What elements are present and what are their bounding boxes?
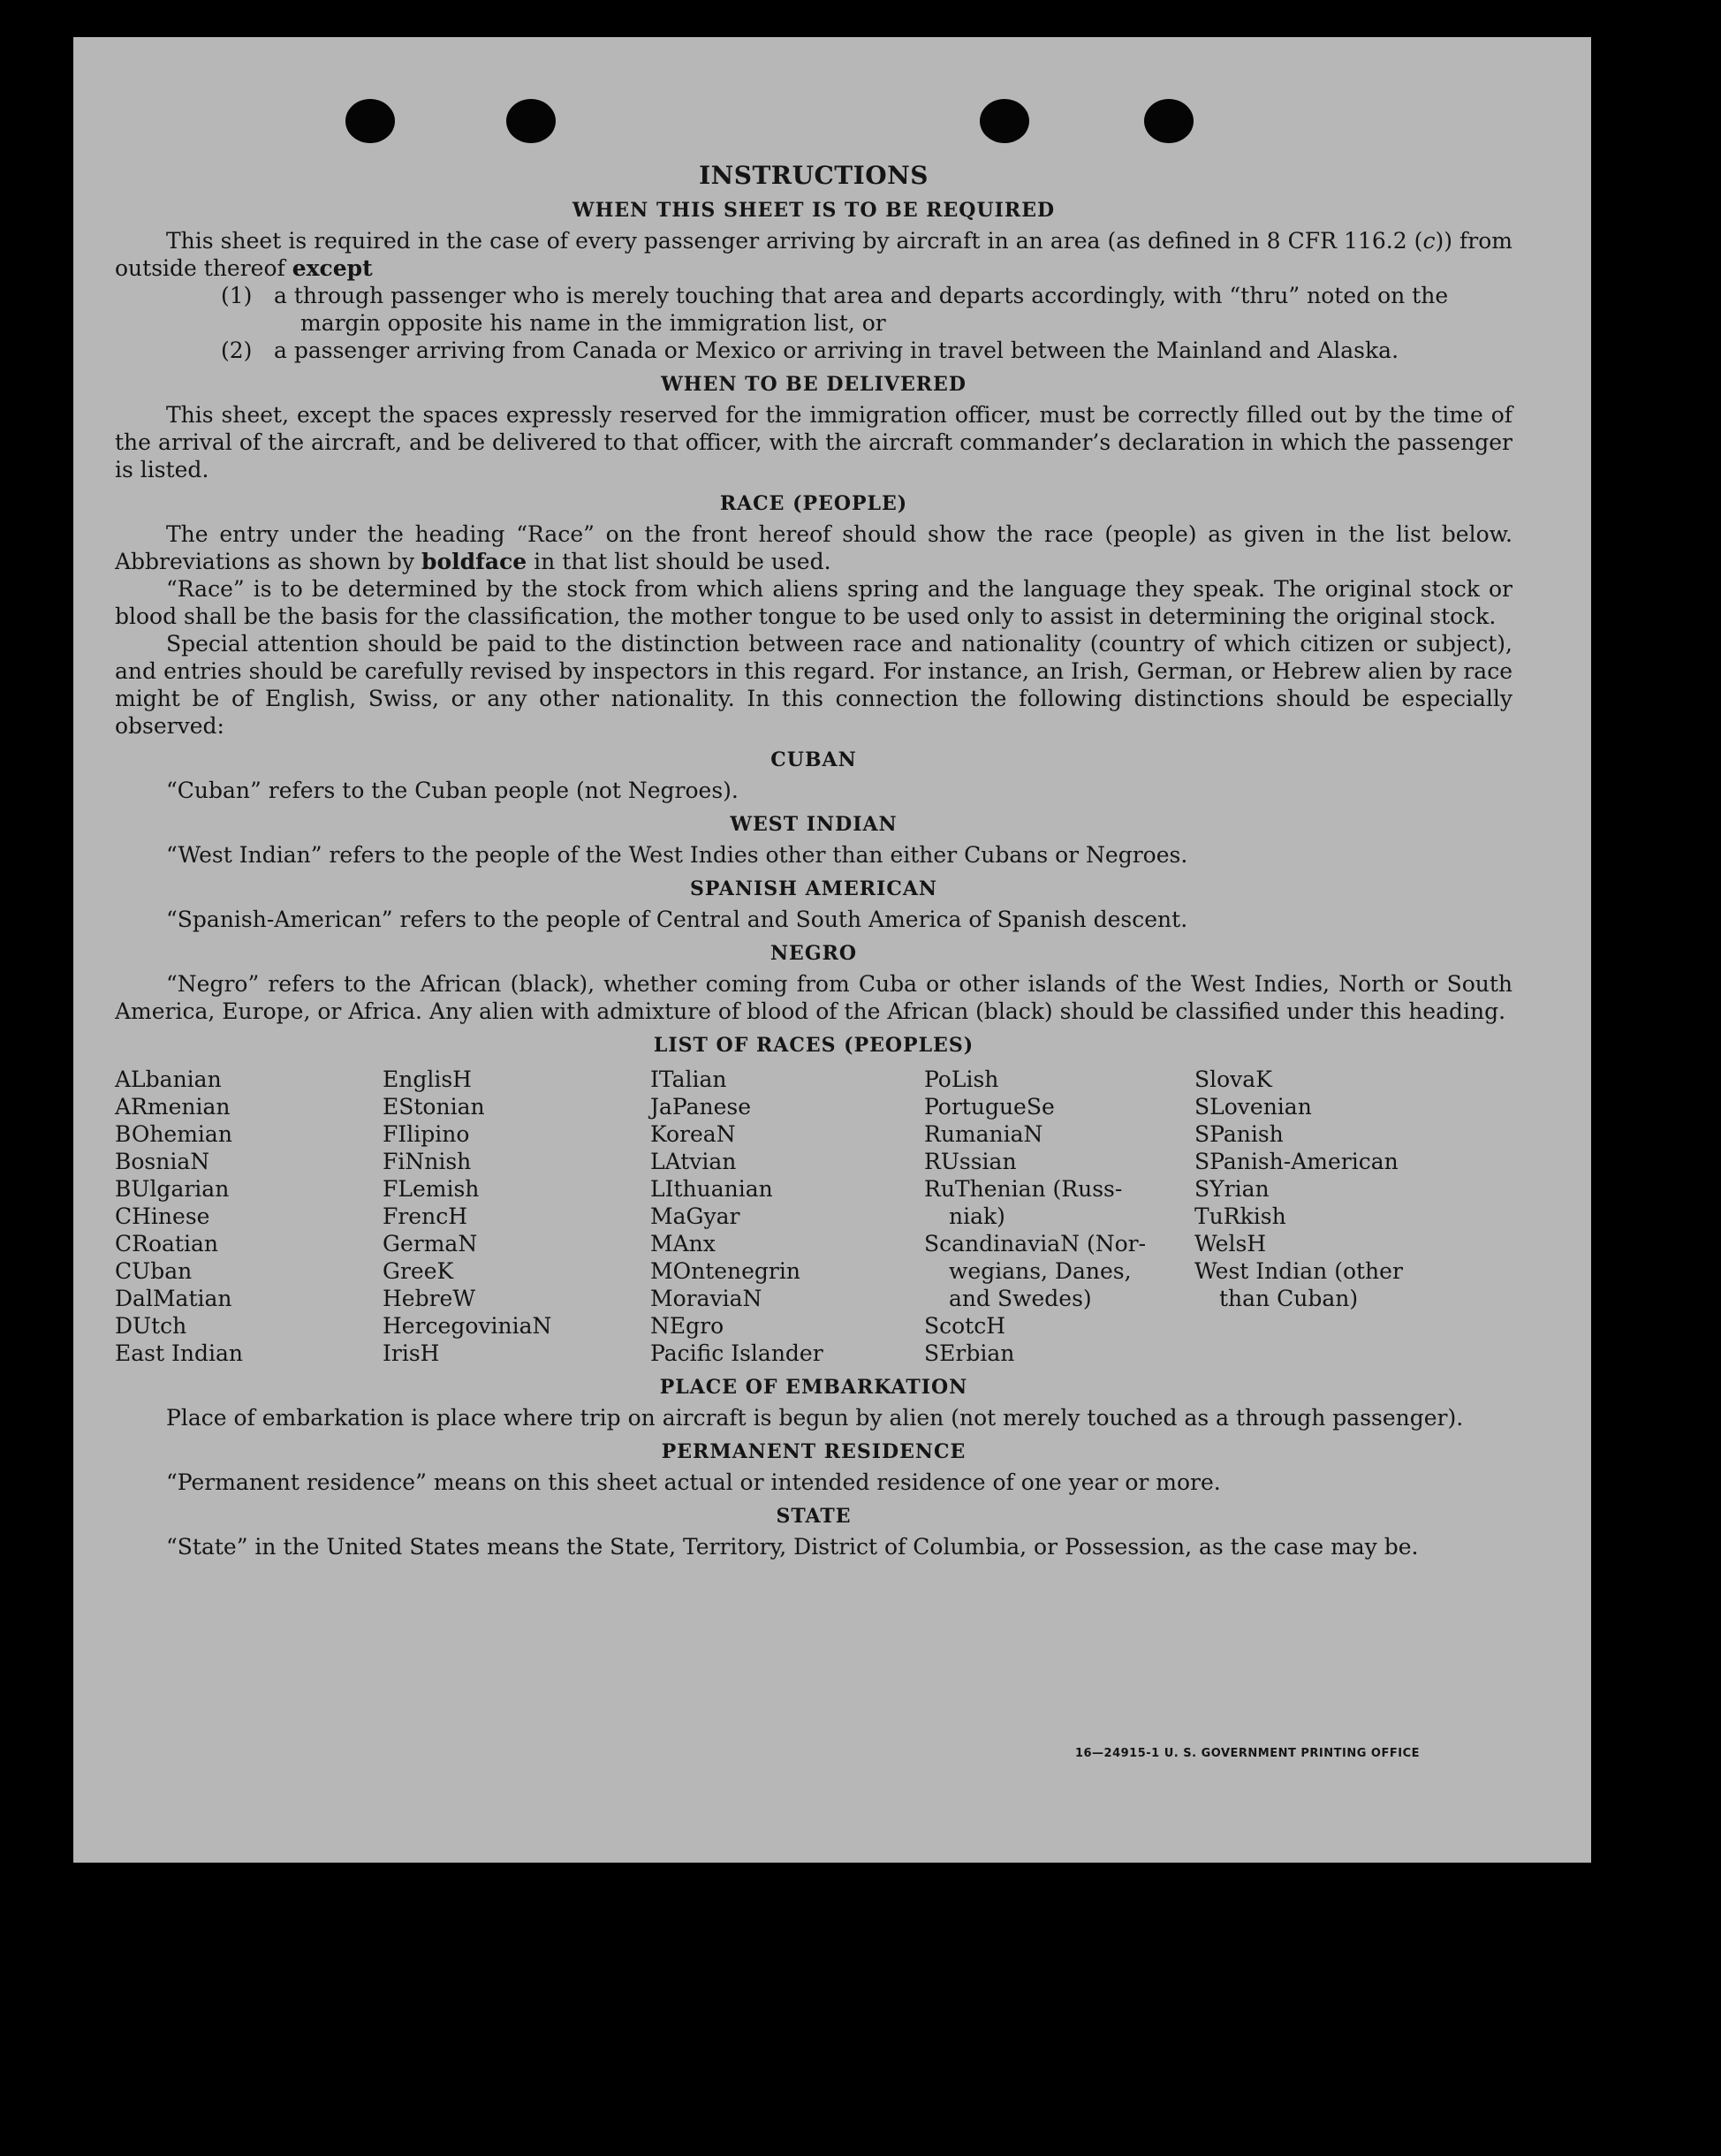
race-entry: NEgro bbox=[650, 1313, 724, 1339]
races-column-4 bbox=[924, 1066, 1194, 1367]
race-entry: West Indian (other bbox=[1194, 1258, 1403, 1284]
race-entry: ITalian bbox=[650, 1067, 727, 1092]
race-entry: ScandinaviaN (Nor- bbox=[924, 1231, 1147, 1256]
embarkation-text: Place of embarkation is place where trip on aircraft is begun by alien (not merely touched as a through passenger). bbox=[166, 1405, 1464, 1431]
exception-item-1: (1) a through passenger who is merely touching that area and departs accordingly, with “thru” noted on the margin opposite his name in the immigration list, or bbox=[221, 283, 1449, 336]
race-entry: ALbanian bbox=[115, 1067, 222, 1092]
race-entry: RuThenian (Russ- bbox=[924, 1176, 1123, 1202]
state-text: “State” in the United States means the State, Territory, District of Columbia, or Possession, as the case may be. bbox=[166, 1534, 1419, 1560]
race-entry: ScotcH bbox=[924, 1313, 1006, 1339]
race-entry: CUban bbox=[115, 1258, 193, 1284]
race-entry: RUssian bbox=[924, 1149, 1017, 1174]
race-entry: wegians, Danes, bbox=[949, 1258, 1132, 1284]
race-entry: LIthuanian bbox=[650, 1176, 773, 1202]
race-paragraph-3: Special attention should be paid to the distinction between race and nationality (country of which citizen or subject), and entries should be carefully revised by inspectors in this regard. For instance, an Irish, German, or Hebrew alien by race might be of English, Swiss, or any other nationality. In this connection the following distinctions should be especially observed: bbox=[115, 631, 1513, 739]
race-entry: FrencH bbox=[383, 1203, 467, 1229]
page-title: INSTRUCTIONS bbox=[699, 161, 929, 190]
race-entry: HebreW bbox=[383, 1286, 476, 1311]
race-entry: FIlipino bbox=[383, 1121, 470, 1147]
race-entry: SErbian bbox=[924, 1340, 1015, 1366]
race-entry: DUtch bbox=[115, 1313, 187, 1339]
section-heading-delivered: WHEN TO BE DELIVERED bbox=[661, 373, 967, 396]
instruction-sheet bbox=[73, 37, 1591, 1863]
race-entry: EnglisH bbox=[383, 1067, 472, 1092]
cuban-text: “Cuban” refers to the Cuban people (not Negroes). bbox=[166, 778, 739, 803]
race-entry: TuRkish bbox=[1194, 1203, 1286, 1229]
race-entry: WelsH bbox=[1194, 1231, 1267, 1256]
race-entry: SYrian bbox=[1194, 1176, 1270, 1202]
races-column-2 bbox=[383, 1066, 650, 1367]
race-entry: GermaN bbox=[383, 1231, 478, 1256]
race-entry: SPanish bbox=[1194, 1121, 1284, 1147]
section-heading-negro: NEGRO bbox=[770, 942, 858, 965]
punch-hole bbox=[980, 99, 1029, 143]
race-entry: LAtvian bbox=[650, 1149, 737, 1174]
section-heading-spanish-american: SPANISH AMERICAN bbox=[689, 877, 938, 900]
punch-hole bbox=[345, 99, 395, 143]
race-entry: JaPanese bbox=[650, 1094, 752, 1120]
section-heading-race: RACE (PEOPLE) bbox=[719, 492, 908, 515]
section-heading-state: STATE bbox=[776, 1505, 852, 1528]
race-entry: CRoatian bbox=[115, 1231, 218, 1256]
west-indian-text: “West Indian” refers to the people of the West Indies other than either Cubans or Negroes. bbox=[166, 842, 1188, 868]
exception-item-2: (2) a passenger arriving from Canada or Mexico or arriving in travel between the Mainland and Alaska. bbox=[221, 338, 1399, 363]
race-entry: and Swedes) bbox=[949, 1286, 1092, 1311]
race-entry: KoreaN bbox=[650, 1121, 736, 1147]
race-entry: BOhemian bbox=[115, 1121, 232, 1147]
race-paragraph-1: The entry under the heading “Race” on the front hereof should show the race (people) as given in the list below. Abbreviations as shown by boldface in that list should be used. bbox=[115, 521, 1513, 574]
race-entry: FiNnish bbox=[383, 1149, 472, 1174]
races-column-5 bbox=[1194, 1066, 1459, 1367]
section-heading-residence: PERMANENT RESIDENCE bbox=[661, 1440, 967, 1463]
races-list bbox=[115, 1066, 1513, 1367]
section-heading-west-indian: WEST INDIAN bbox=[730, 813, 898, 836]
race-entry: GreeK bbox=[383, 1258, 454, 1284]
races-column-3 bbox=[650, 1066, 924, 1367]
race-entry: PortugueSe bbox=[924, 1094, 1055, 1120]
race-entry: DalMatian bbox=[115, 1286, 232, 1311]
races-column-1 bbox=[115, 1066, 383, 1367]
race-entry: than Cuban) bbox=[1219, 1286, 1359, 1311]
section-heading-cuban: CUBAN bbox=[770, 748, 857, 771]
race-entry: SPanish-American bbox=[1194, 1149, 1399, 1174]
race-entry: PoLish bbox=[924, 1067, 999, 1092]
race-entry: MoraviaN bbox=[650, 1286, 762, 1311]
race-entry: IrisH bbox=[383, 1340, 440, 1366]
race-entry: MaGyar bbox=[650, 1203, 740, 1229]
race-entry: CHinese bbox=[115, 1203, 210, 1229]
negro-text: “Negro” refers to the African (black), whether coming from Cuba or other islands of the West Indies, North or South America, Europe, or Africa. Any alien with admixture of blood of the African (black) should be classified under this heading. bbox=[115, 971, 1513, 1024]
race-entry: EStonian bbox=[383, 1094, 485, 1120]
punch-hole bbox=[1144, 99, 1194, 143]
required-intro: This sheet is required in the case of every passenger arriving by aircraft in an area (as defined in 8 CFR 116.2 (c)) from outside thereof except bbox=[115, 228, 1513, 281]
race-entry: RumaniaN bbox=[924, 1121, 1043, 1147]
race-entry: SLovenian bbox=[1194, 1094, 1312, 1120]
race-entry: East Indian bbox=[115, 1340, 243, 1366]
race-entry: SlovaK bbox=[1194, 1067, 1272, 1092]
printing-office-code: 16—24915-1 U. S. GOVERNMENT PRINTING OFFICE bbox=[1074, 1747, 1420, 1760]
race-entry: ARmenian bbox=[115, 1094, 231, 1120]
punch-hole bbox=[506, 99, 556, 143]
section-heading-races-list: LIST OF RACES (PEOPLES) bbox=[653, 1034, 974, 1057]
race-entry: niak) bbox=[949, 1203, 1005, 1229]
race-entry: BUlgarian bbox=[115, 1176, 230, 1202]
residence-text: “Permanent residence” means on this sheet actual or intended residence of one year or more. bbox=[166, 1469, 1221, 1495]
delivered-text: This sheet, except the spaces expressly reserved for the immigration officer, must be correctly filled out by the time of the arrival of the aircraft, and be delivered to that officer, with the aircraft commander’s declaration in which the passenger is listed. bbox=[115, 402, 1513, 482]
race-entry: BosniaN bbox=[115, 1149, 210, 1174]
spanish-american-text: “Spanish-American” refers to the people of Central and South America of Spanish descent. bbox=[166, 907, 1188, 932]
document-body bbox=[115, 161, 1513, 1560]
race-entry: Pacific Islander bbox=[650, 1340, 823, 1366]
section-heading-required: WHEN THIS SHEET IS TO BE REQUIRED bbox=[572, 199, 1056, 222]
section-heading-embarkation: PLACE OF EMBARKATION bbox=[659, 1376, 968, 1399]
race-paragraph-2: “Race” is to be determined by the stock from which aliens spring and the language they speak. The original stock or blood shall be the basis for the classification, the mother tongue to be used only to assist in determining the original stock. bbox=[115, 576, 1513, 629]
race-entry: HercegoviniaN bbox=[383, 1313, 552, 1339]
race-entry: FLemish bbox=[383, 1176, 480, 1202]
race-entry: MAnx bbox=[650, 1231, 716, 1256]
race-entry: MOntenegrin bbox=[650, 1258, 800, 1284]
